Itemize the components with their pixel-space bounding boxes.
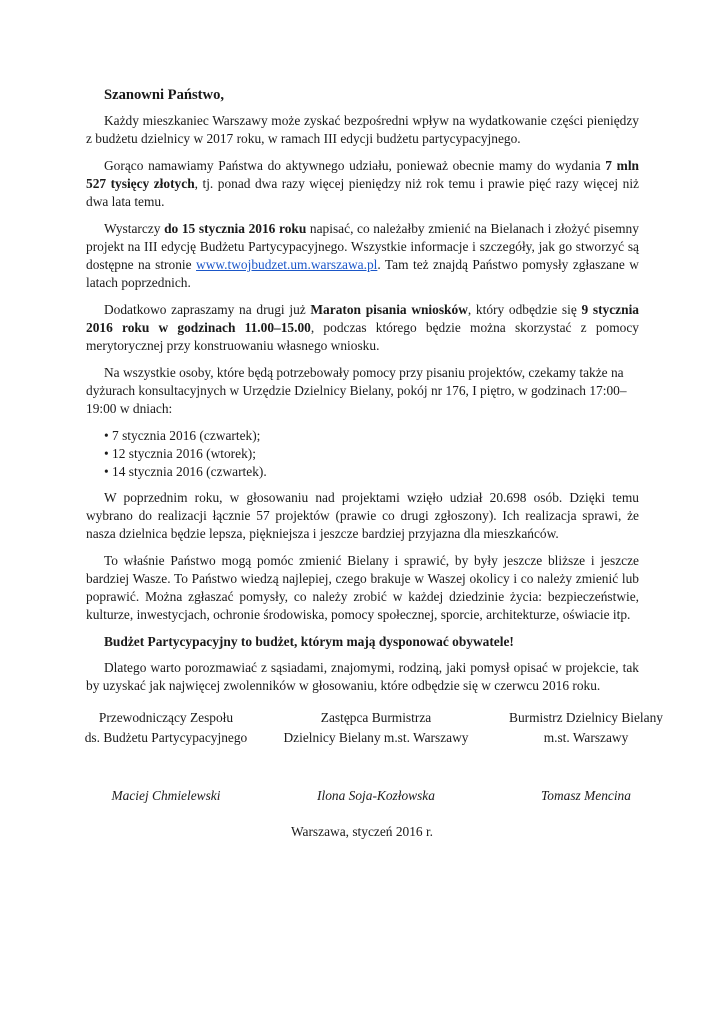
- signature-title-2: m.st. Warszawy: [543, 730, 629, 745]
- marathon-name: Maraton pisania wniosków: [310, 302, 468, 317]
- deadline: do 15 stycznia 2016 roku: [164, 221, 307, 236]
- signature-name: Tomasz Mencina: [541, 788, 631, 803]
- signature-title-2: ds. Budżetu Partycypacyjnego: [84, 730, 248, 745]
- paragraph-6: W poprzednim roku, w głosowaniu nad projektami wzięło udział 20.698 osób. Dzięki temu wybrano do realizacji łącznie 57 projektów (prawie co drugi zgłoszony). Ich realizacja sprawi, że nasza dzielnica będzie lepsza, piękniejsza i jeszcze bardziej przyjazna dla mieszkańców.: [86, 490, 639, 541]
- date-item: • 12 stycznia 2016 (wtorek);: [104, 446, 256, 461]
- date-item: • 14 stycznia 2016 (czwartek).: [104, 464, 267, 479]
- consultation-dates: [86, 427, 639, 481]
- paragraph-1: Każdy mieszkaniec Warszawy może zyskać bezpośredni wpływ na wydatkowanie części pieniędzy z budżetu dzielnicy w 2017 roku, w ramach III edycji budżetu partycypacyjnego.: [86, 113, 639, 146]
- signature-title-2: Dzielnicy Bielany m.st. Warszawy: [283, 730, 469, 745]
- paragraph-4-text-e: , podczas którego będzie można skorzystać z pomocy merytorycznej przy konstruowaniu własnego wniosku.: [86, 320, 639, 353]
- paragraph-2-text-c: , tj. ponad dwa razy więcej pieniędzy niż rok temu i prawie pięć razy więcej niż dwa lata temu.: [86, 176, 639, 209]
- paragraph-4-text-c: , który odbędzie się: [467, 302, 577, 317]
- paragraph-2: [86, 157, 639, 211]
- signature-title-1: Zastępca Burmistrza: [320, 710, 432, 725]
- paragraph-3-text-d: . Tam też znajdą Państwo pomysły zgłaszane w latach poprzednich.: [86, 257, 639, 290]
- marathon-date: 9 stycznia 2016 roku w godzinach 11.00–15.00: [86, 302, 639, 335]
- letter-body: [86, 86, 639, 704]
- slogan: Budżet Partycypacyjny to budżet, którym mają dysponować obywatele!: [104, 634, 514, 649]
- greeting: Szanowni Państwo,: [104, 87, 225, 103]
- website-link[interactable]: www.twojbudzet.um.warszawa.pl: [196, 257, 378, 272]
- paragraph-4: [86, 301, 639, 355]
- signature-block: [276, 708, 476, 806]
- paragraph-4-text-a: Dodatkowo zapraszamy na drugi już: [104, 302, 306, 317]
- paragraph-3-text-c: napisać, co należałby zmienić na Bielanach i złożyć pisemny projekt na III edycję Budżetu Partycypacyjnego. Wszystkie informacje i szczegóły, jak go stworzyć są dostępne na stronie: [86, 221, 639, 272]
- signature-block: [66, 708, 266, 806]
- paragraph-8: Dlatego warto porozmawiać z sąsiadami, znajomymi, rodziną, jaki pomysł opisać w projekcie, tak by uzyskać jak najwięcej zwolenników w głosowaniu, które odbędzie się w czerwcu 2016 roku.: [86, 660, 639, 693]
- date-item: • 7 stycznia 2016 (czwartek);: [104, 428, 261, 443]
- signature-name: Maciej Chmielewski: [111, 788, 221, 803]
- paragraph-3-text-a: Wystarczy: [104, 221, 161, 236]
- paragraph-5: Na wszystkie osoby, które będą potrzebowały pomocy przy pisaniu projektów, czekamy także na dyżurach konsultacyjnych w Urzędzie Dzielnicy Bielany, pokój nr 176, I piętro, w godzinach 17:00–19:00 w dniach:: [86, 365, 627, 416]
- signature-title-1: Przewodniczący Zespołu: [98, 710, 234, 725]
- budget-amount: 7 mln 527 tysięcy złotych: [86, 158, 639, 191]
- signature-block: [486, 708, 686, 806]
- signature-title-1: Burmistrz Dzielnicy Bielany: [509, 710, 663, 725]
- place-and-date: Warszawa, styczeń 2016 r.: [290, 824, 434, 839]
- paragraph-7: To właśnie Państwo mogą pomóc zmienić Bielany i sprawić, by były jeszcze bliższe i jeszcze bardziej Wasze. To Państwo wiedzą najlepiej, czego brakuje w Waszej okolicy i co należy zmienić lub poprawić. Można zgłaszać pomysły, co należy zrobić w każdej dziedzinie życia: bezpieczeństwie, kulturze, inwestycjach, ochronie środowiska, pomocy społecznej, sporcie, architekturze, oświacie itp.: [86, 553, 639, 622]
- signatures: [66, 708, 686, 806]
- paragraph-2-text-a: Gorąco namawiamy Państwa do aktywnego udziału, ponieważ obecnie mamy do wydania: [104, 158, 601, 173]
- signature-name: Ilona Soja-Kozłowska: [317, 788, 435, 803]
- paragraph-3: [86, 220, 639, 292]
